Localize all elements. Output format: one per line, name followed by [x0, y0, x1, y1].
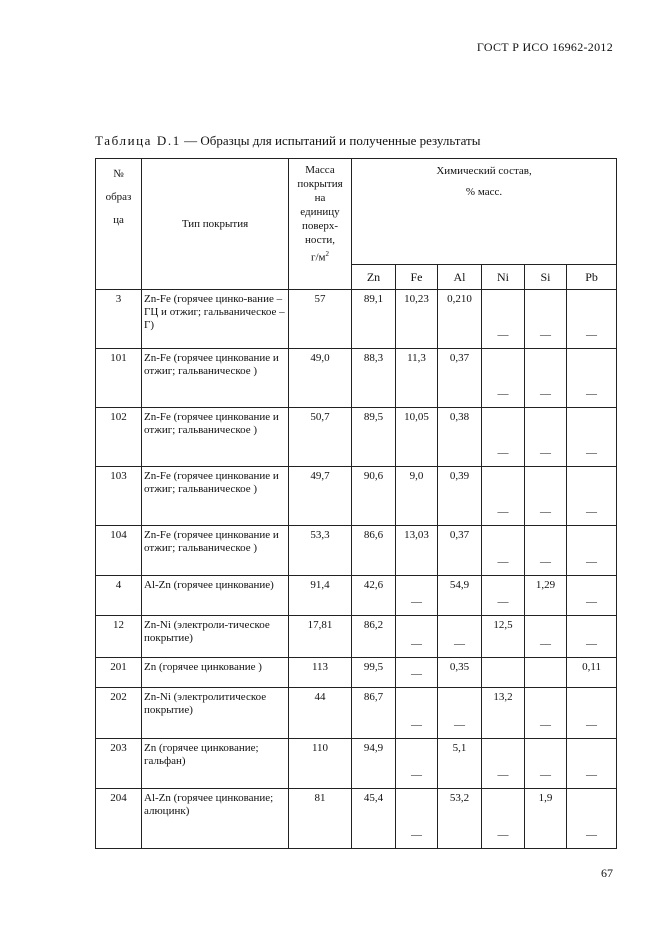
- element-zn-cell: 86,6: [352, 526, 396, 576]
- element-pb-cell: —: [567, 616, 617, 658]
- table-row: [96, 616, 617, 658]
- coating-type-cell: Zn-Fe (горячее цинкование и отжиг; гальваническое ): [142, 349, 289, 408]
- coating-type-cell: Zn-Ni (электроли-тическое покрытие): [142, 616, 289, 658]
- element-ni-cell: —: [482, 739, 525, 789]
- element-si-cell: —: [525, 290, 567, 349]
- element-zn-cell: 94,9: [352, 739, 396, 789]
- coating-type-cell: Zn-Fe (горячее цинко-вание – ГЦ и отжиг; гальваническое – Г): [142, 290, 289, 349]
- coating-type-cell: Al-Zn (горячее цинкование): [142, 576, 289, 616]
- header-element-si: Si: [525, 265, 567, 290]
- coating-mass-cell: 110: [289, 739, 352, 789]
- coating-type-cell: Zn-Fe (горячее цинкование и отжиг; гальваническое ): [142, 408, 289, 467]
- element-ni-cell: —: [482, 576, 525, 616]
- coating-mass-cell: 44: [289, 688, 352, 739]
- element-si-cell: —: [525, 408, 567, 467]
- coating-type-cell: Al-Zn (горячее цинкование; алюцинк): [142, 789, 289, 849]
- element-ni-cell: 12,5: [482, 616, 525, 658]
- table-row: [96, 576, 617, 616]
- element-fe-cell: —: [396, 739, 438, 789]
- element-al-cell: 0,210: [438, 290, 482, 349]
- header-element-ni: Ni: [482, 265, 525, 290]
- page-number: 67: [601, 866, 613, 880]
- header-element-fe: Fe: [396, 265, 438, 290]
- element-fe-cell: —: [396, 789, 438, 849]
- table-row: [96, 290, 617, 349]
- element-al-cell: 53,2: [438, 789, 482, 849]
- element-ni-cell: [482, 658, 525, 688]
- table-row: [96, 349, 617, 408]
- element-fe-cell: 13,03: [396, 526, 438, 576]
- header-chemical-composition: Химический состав, % масс.: [352, 159, 617, 265]
- table-row: [96, 688, 617, 739]
- header-element-zn: Zn: [352, 265, 396, 290]
- header-element-pb: Pb: [567, 265, 617, 290]
- element-fe-cell: 10,23: [396, 290, 438, 349]
- element-ni-cell: —: [482, 408, 525, 467]
- coating-mass-cell: 57: [289, 290, 352, 349]
- header-coating-type: Тип покрытия: [142, 159, 289, 290]
- document-header: ГОСТ Р ИСО 16962-2012: [476, 40, 613, 54]
- table-row: [96, 789, 617, 849]
- table-row: [96, 408, 617, 467]
- element-al-cell: 0,37: [438, 349, 482, 408]
- element-pb-cell: —: [567, 789, 617, 849]
- table-caption: [95, 133, 480, 149]
- element-fe-cell: —: [396, 576, 438, 616]
- coating-mass-cell: 50,7: [289, 408, 352, 467]
- coating-mass-cell: 81: [289, 789, 352, 849]
- sample-number-cell: 201: [96, 658, 142, 688]
- coating-mass-cell: 49,0: [289, 349, 352, 408]
- coating-mass-cell: 91,4: [289, 576, 352, 616]
- element-zn-cell: 88,3: [352, 349, 396, 408]
- element-al-cell: 5,1: [438, 739, 482, 789]
- table-row: [96, 526, 617, 576]
- sample-number-cell: 202: [96, 688, 142, 739]
- coating-type-cell: Zn-Ni (электролитическое покрытие): [142, 688, 289, 739]
- sample-number-cell: 102: [96, 408, 142, 467]
- element-ni-cell: —: [482, 467, 525, 526]
- element-zn-cell: 89,5: [352, 408, 396, 467]
- element-fe-cell: 10,05: [396, 408, 438, 467]
- element-si-cell: —: [525, 349, 567, 408]
- sample-number-cell: 101: [96, 349, 142, 408]
- element-ni-cell: —: [482, 789, 525, 849]
- element-al-cell: 0,35: [438, 658, 482, 688]
- element-pb-cell: —: [567, 576, 617, 616]
- element-pb-cell: 0,11: [567, 658, 617, 688]
- element-si-cell: —: [525, 688, 567, 739]
- element-zn-cell: 45,4: [352, 789, 396, 849]
- element-zn-cell: 99,5: [352, 658, 396, 688]
- element-zn-cell: 89,1: [352, 290, 396, 349]
- element-pb-cell: —: [567, 408, 617, 467]
- coating-type-cell: Zn (горячее цинкование ): [142, 658, 289, 688]
- element-pb-cell: —: [567, 739, 617, 789]
- element-si-cell: 1,29: [525, 576, 567, 616]
- coating-type-cell: Zn (горячее цинкование; гальфан): [142, 739, 289, 789]
- element-si-cell: —: [525, 526, 567, 576]
- element-ni-cell: —: [482, 526, 525, 576]
- header-element-al: Al: [438, 265, 482, 290]
- table-row: [96, 658, 617, 688]
- coating-mass-cell: 17,81: [289, 616, 352, 658]
- element-zn-cell: 42,6: [352, 576, 396, 616]
- element-si-cell: [525, 658, 567, 688]
- element-fe-cell: —: [396, 616, 438, 658]
- element-si-cell: —: [525, 467, 567, 526]
- sample-number-cell: 12: [96, 616, 142, 658]
- table-caption-label: Таблица D.1: [95, 133, 181, 148]
- element-fe-cell: 9,0: [396, 467, 438, 526]
- sample-number-cell: 204: [96, 789, 142, 849]
- table-caption-text: — Образцы для испытаний и полученные результаты: [180, 133, 481, 148]
- element-zn-cell: 90,6: [352, 467, 396, 526]
- element-ni-cell: —: [482, 290, 525, 349]
- element-al-cell: 0,38: [438, 408, 482, 467]
- element-al-cell: —: [438, 616, 482, 658]
- element-si-cell: —: [525, 739, 567, 789]
- element-pb-cell: —: [567, 290, 617, 349]
- coating-type-cell: Zn-Fe (горячее цинкование и отжиг; гальваническое ): [142, 467, 289, 526]
- coating-type-cell: Zn-Fe (горячее цинкование и отжиг; гальваническое ): [142, 526, 289, 576]
- element-fe-cell: 11,3: [396, 349, 438, 408]
- element-si-cell: 1,9: [525, 789, 567, 849]
- sample-number-cell: 104: [96, 526, 142, 576]
- element-ni-cell: —: [482, 349, 525, 408]
- coating-mass-cell: 49,7: [289, 467, 352, 526]
- element-pb-cell: —: [567, 349, 617, 408]
- results-table: [95, 158, 617, 849]
- header-sample-number: № образ ца: [96, 159, 142, 290]
- coating-mass-cell: 53,3: [289, 526, 352, 576]
- table-row: [96, 467, 617, 526]
- table-row: [96, 739, 617, 789]
- element-zn-cell: 86,7: [352, 688, 396, 739]
- element-al-cell: —: [438, 688, 482, 739]
- element-al-cell: 0,37: [438, 526, 482, 576]
- header-coating-mass: Масса покрытия на единицу поверх- ности, $г/м^2$: [289, 159, 352, 290]
- element-fe-cell: —: [396, 658, 438, 688]
- element-al-cell: 0,39: [438, 467, 482, 526]
- element-pb-cell: —: [567, 526, 617, 576]
- sample-number-cell: 4: [96, 576, 142, 616]
- element-zn-cell: 86,2: [352, 616, 396, 658]
- sample-number-cell: 3: [96, 290, 142, 349]
- element-al-cell: 54,9: [438, 576, 482, 616]
- coating-mass-cell: 113: [289, 658, 352, 688]
- element-pb-cell: —: [567, 467, 617, 526]
- sample-number-cell: 103: [96, 467, 142, 526]
- sample-number-cell: 203: [96, 739, 142, 789]
- element-fe-cell: —: [396, 688, 438, 739]
- element-pb-cell: —: [567, 688, 617, 739]
- results-table-body: [96, 290, 617, 849]
- element-ni-cell: 13,2: [482, 688, 525, 739]
- element-si-cell: —: [525, 616, 567, 658]
